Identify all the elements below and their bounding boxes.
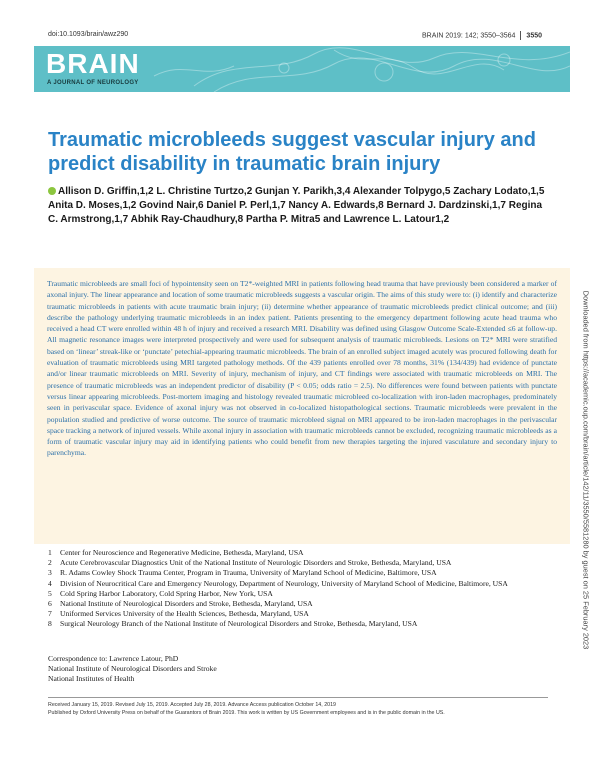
affiliation-number: 7 [48, 609, 52, 619]
download-note[interactable]: Downloaded from https://academic.oup.com/brain/article/142/11/3550/5581280 by guest on 25 February 2023 [581, 290, 591, 650]
journal-subtitle: A JOURNAL OF NEUROLOGY [47, 80, 139, 86]
page-number: 3550 [526, 32, 542, 40]
journal-citation: BRAIN 2019: 142; 3550–3564 [422, 32, 516, 40]
correspondence-line: National Institute of Neurological Disorders and Stroke [48, 664, 217, 674]
footer-divider [48, 697, 548, 698]
affiliation-number: 8 [48, 619, 52, 629]
affiliation-text: Acute Cerebrovascular Diagnostics Unit of the National Institute of Neurologic Disorders and Stroke, Bethesda, Maryland, USA [60, 558, 452, 568]
affiliation-item [48, 558, 558, 568]
affiliation-number: 3 [48, 568, 52, 578]
affiliation-item [48, 568, 558, 578]
affiliation-text: Center for Neuroscience and Regenerative Medicine, Bethesda, Maryland, USA [60, 548, 304, 557]
affiliation-item [48, 619, 558, 629]
correspondence-line: National Institutes of Health [48, 674, 135, 684]
affiliation-item [48, 589, 558, 599]
abstract-text: Traumatic microbleeds are small foci of hypointensity seen on T2*-weighted MRI in patients following head trauma that have previously been considered a marker of axonal injury. The linear appearance and location of some traumatic microbleeds suggests a vascular origin. The aims of this study were to: (i) identify and characterize traumatic microbleeds in patients with acute traumatic brain injury; (ii) determine whether appearance of traumatic microbleeds predict clinical outcome; and (iii) describe the pathology underlying traumatic microbleeds in an index patient. Patients presenting to the emergency department following acute head trauma who received a head CT were enrolled within 48 h of injury and received a research MRI. Disability was defined using Glasgow Outcome Scale-Extended ≤6 at follow-up. All magnetic resonance images were interpreted prospectively and were used for subsequent analysis of traumatic microbleeds. Lesions on T2* MRI were stratified based on ‘linear’ streak-like or ‘punctate’ petechial-appearing traumatic microbleeds. The brain of an enrolled subject imaged acutely was procured following death for evaluation of traumatic microbleeds using MRI targeted pathology methods. Of the 439 patients enrolled over 78 months, 31% (134/439) had evidence of punctate and/or linear traumatic microbleeds on MRI. Severity of injury, mechanism of injury, and CT findings were associated with traumatic microbleeds on MRI. The presence of traumatic microbleeds was an independent predictor of disability (P < 0.05; odds ratio = 2.5). No differences were found between patients with punctate versus linear appearing microbleeds. Post-mortem imaging and histology revealed traumatic microbleed co-localization with iron-laden macrophages, predominately seen in perivascular space. Evidence of axonal injury was not observed in co-localized histopathological sections. Traumatic microbleeds were prevalent in the population studied and predictive of worse outcome. The source of traumatic microbleed signal on MRI appeared to be iron-laden macrophages in the perivascular space tracking a network of injured vessels. While axonal injury in association with traumatic microbleeds cannot be excluded, recognizing traumatic microbleeds as a form of traumatic vascular injury may aid in identifying patients who could benefit from new therapies targeting the injured vasculature and secondary injury to parenchyma. [47, 279, 557, 458]
affiliation-text: Surgical Neurology Branch of the National Institute of Neurological Disorders and Stroke, Bethesda, Maryland, USA [60, 619, 418, 629]
brain-logo: BRAIN [46, 48, 140, 79]
affiliation-text: Cold Spring Harbor Laboratory, Cold Spring Harbor, New York, USA [60, 588, 273, 598]
author-list [48, 185, 548, 228]
affiliation-item [48, 548, 558, 558]
affiliation-number: 1 [48, 548, 52, 557]
affiliation-item [48, 599, 558, 609]
affiliation-text: National Institute of Neurological Disorders and Stroke, Bethesda, Maryland, USA [60, 599, 313, 609]
journal-reference [422, 31, 542, 40]
publisher-note: Published by Oxford University Press on behalf of the Guarantors of Brain 2019. This work is written by US Government employees and is in the public domain in the US. [48, 710, 445, 716]
affiliation-text: R. Adams Cowley Shock Trauma Center, Program in Trauma, University of Maryland School of Medicine, Baltimore, USA [60, 568, 437, 578]
affiliation-number: 4 [48, 578, 52, 588]
affiliation-item [48, 579, 558, 589]
header-divider [520, 31, 521, 40]
correspondence-line: Correspondence to: Lawrence Latour, PhD [48, 654, 179, 663]
journal-banner [34, 46, 570, 92]
affiliation-text: Uniformed Services University of the Health Sciences, Bethesda, Maryland, USA [60, 609, 309, 619]
affiliation-text: Division of Neurocritical Care and Emergency Neurology, Department of Neurology, University of Maryland School of Medicine, Baltimore, USA [60, 578, 508, 588]
affiliation-list [48, 548, 558, 630]
article-title: Traumatic microbleeds suggest vascular injury and predict disability in traumatic brain injury [48, 129, 536, 175]
received-dates: Received January 15, 2019. Revised July 15, 2019. Accepted July 28, 2019. Advance Access publication October 14, 2019 [48, 702, 336, 708]
correspondence-block [48, 654, 217, 685]
abstract-box [34, 268, 570, 544]
affiliation-item [48, 609, 558, 619]
publication-footer [48, 701, 445, 717]
doi-label[interactable]: doi:10.1093/brain/awz290 [48, 31, 129, 38]
affiliation-number: 6 [48, 599, 52, 609]
authors-text: Allison D. Griffin,1,2 L. Christine Turtzo,2 Gunjan Y. Parikh,3,4 Alexander Tolpygo,5 Zachary Lodato,1,5 Anita D. Moses,1,2 Govind Nair,6 Daniel P. Perl,1,7 Nancy A. Edwards,8 Bernard J. Dardzinski,1,7 Regina C. Armstrong,1,7 Abhik Ray-Chaudhury,8 Partha P. Mitra5 and Lawrence L. Latour1,2 [48, 186, 545, 226]
orcid-icon[interactable] [48, 187, 56, 195]
affiliation-number: 2 [48, 558, 52, 568]
affiliation-number: 5 [48, 588, 52, 598]
